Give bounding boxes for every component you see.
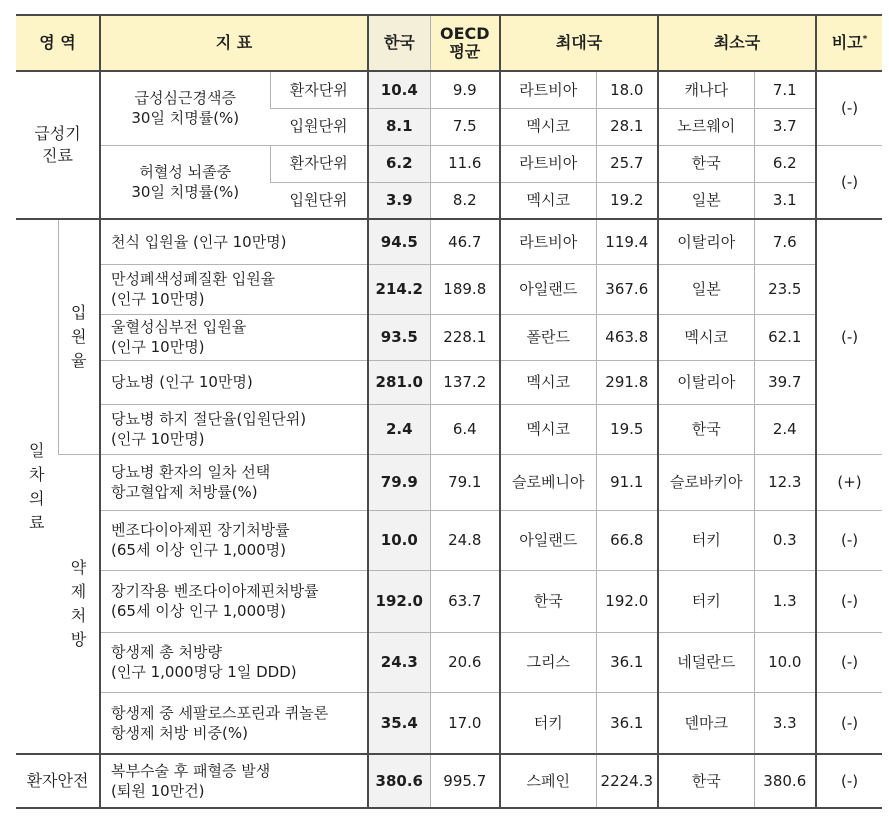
min-country-name: 일본 (658, 264, 754, 314)
max-country-value: 291.8 (596, 360, 658, 404)
indicator-table-wrapper (16, 14, 882, 809)
table-row (16, 314, 882, 360)
table-row (16, 71, 882, 108)
min-country-value: 0.3 (754, 510, 816, 570)
section-acute-line1: 급성기 (34, 124, 81, 144)
indicator-name (100, 570, 368, 632)
indicator-line1: 항생제 중 세팔로스포린과 퀴놀론 (111, 703, 329, 722)
min-country-name: 터키 (658, 510, 754, 570)
min-country-name: 덴마크 (658, 692, 754, 754)
min-country-name: 한국 (658, 754, 754, 808)
oecd-value: 6.4 (430, 404, 500, 454)
max-country-value: 91.1 (596, 454, 658, 510)
max-country-value: 25.7 (596, 145, 658, 182)
max-country-value: 119.4 (596, 219, 658, 264)
max-country-name: 슬로베니아 (500, 454, 596, 510)
indicator-name (100, 754, 368, 808)
note-value: (-) (816, 570, 882, 632)
max-country-value: 192.0 (596, 570, 658, 632)
subsection-admission-char: 원 (71, 326, 87, 346)
min-country-name: 일본 (658, 182, 754, 219)
indicator-name (100, 632, 368, 692)
oecd-value: 995.7 (430, 754, 500, 808)
section-primary-char: 료 (29, 512, 45, 532)
header-area: 영 역 (16, 15, 100, 71)
unit-label: 환자단위 (270, 145, 368, 182)
min-country-name: 한국 (658, 145, 754, 182)
header-oecd-line2: 평균 (449, 42, 481, 61)
table-row (16, 454, 882, 510)
indicator-line1: 당뇨병 환자의 일차 선택 (111, 462, 271, 481)
unit-label: 입원단위 (270, 182, 368, 219)
indicator-line1: 당뇨병 하지 절단율(입원단위) (111, 409, 307, 428)
max-country-name: 그리스 (500, 632, 596, 692)
note-value: (-) (816, 632, 882, 692)
indicator-line1: 천식 입원율 (인구 10만명) (111, 232, 287, 251)
note-value: (+) (816, 454, 882, 510)
max-country-name: 폴란드 (500, 314, 596, 360)
header-note: 비고* (816, 15, 882, 71)
header-row (16, 15, 882, 71)
indicator-line1: 벤조다이아제핀 장기처방률 (111, 520, 290, 539)
max-country-value: 36.1 (596, 632, 658, 692)
note-value: (-) (816, 71, 882, 145)
indicator-line2: 항생제 처방 비중(%) (111, 723, 248, 742)
max-country-name: 한국 (500, 570, 596, 632)
section-acute-care (16, 71, 100, 219)
oecd-value: 228.1 (430, 314, 500, 360)
korea-value: 6.2 (368, 145, 430, 182)
table-row (16, 570, 882, 632)
min-country-value: 62.1 (754, 314, 816, 360)
subsection-prescription (58, 454, 100, 754)
korea-value: 10.4 (368, 71, 430, 108)
max-country-name: 멕시코 (500, 404, 596, 454)
indicator-line2: 30일 치명률(%) (131, 109, 240, 128)
section-primary-char: 의 (29, 488, 45, 508)
indicator-name (100, 314, 368, 360)
subsection-prescription-char: 처 (70, 605, 87, 625)
korea-value: 192.0 (368, 570, 430, 632)
oecd-value: 189.8 (430, 264, 500, 314)
indicator-name (100, 219, 368, 264)
korea-value: 35.4 (368, 692, 430, 754)
subsection-prescription-char: 방 (70, 629, 87, 649)
section-patient-safety: 환자안전 (16, 754, 100, 808)
max-country-value: 18.0 (596, 71, 658, 108)
indicator-name (100, 360, 368, 404)
indicator-line1: 만성폐색성폐질환 입원율 (111, 269, 276, 288)
min-country-name: 슬로바키아 (658, 454, 754, 510)
table-row (16, 692, 882, 754)
header-note-text: 비고 (831, 33, 863, 53)
max-country-value: 19.2 (596, 182, 658, 219)
min-country-value: 6.2 (754, 145, 816, 182)
header-max-country: 최대국 (500, 15, 658, 71)
max-country-value: 36.1 (596, 692, 658, 754)
min-country-value: 39.7 (754, 360, 816, 404)
oecd-value: 63.7 (430, 570, 500, 632)
max-country-value: 463.8 (596, 314, 658, 360)
min-country-value: 10.0 (754, 632, 816, 692)
oecd-value: 137.2 (430, 360, 500, 404)
note-value: (-) (816, 219, 882, 454)
table-row (16, 219, 882, 264)
indicator-name (100, 404, 368, 454)
indicator-line1: 급성심근경색증 (134, 89, 236, 107)
max-country-name: 멕시코 (500, 108, 596, 145)
korea-value: 3.9 (368, 182, 430, 219)
indicator-line1: 당뇨병 (인구 10만명) (111, 372, 253, 391)
min-country-name: 이탈리아 (658, 219, 754, 264)
table-row (16, 264, 882, 314)
subsection-prescription-char: 약 (70, 557, 87, 577)
min-country-name: 멕시코 (658, 314, 754, 360)
health-indicator-table (16, 14, 882, 809)
oecd-value: 17.0 (430, 692, 500, 754)
indicator-name (100, 454, 368, 510)
oecd-value: 8.2 (430, 182, 500, 219)
max-country-name: 아일랜드 (500, 264, 596, 314)
min-country-value: 3.1 (754, 182, 816, 219)
max-country-value: 66.8 (596, 510, 658, 570)
korea-value: 8.1 (368, 108, 430, 145)
min-country-value: 380.6 (754, 754, 816, 808)
indicator-line1: 복부수술 후 패혈증 발생 (111, 761, 271, 780)
section-primary-char: 일 (29, 440, 45, 460)
unit-label: 입원단위 (270, 108, 368, 145)
indicator-line1: 항생제 총 처방량 (111, 642, 222, 661)
indicator-name (100, 510, 368, 570)
max-country-name: 스페인 (500, 754, 596, 808)
indicator-line2: (인구 10만명) (111, 290, 205, 308)
oecd-value: 46.7 (430, 219, 500, 264)
indicator-line2: (65세 이상 인구 1,000명) (111, 541, 286, 559)
oecd-value: 7.5 (430, 108, 500, 145)
min-country-name: 네덜란드 (658, 632, 754, 692)
min-country-name: 이탈리아 (658, 360, 754, 404)
header-korea: 한국 (368, 15, 430, 71)
note-value: (-) (816, 692, 882, 754)
oecd-value: 11.6 (430, 145, 500, 182)
table-row (16, 632, 882, 692)
table-row (16, 360, 882, 404)
note-value: (-) (816, 754, 882, 808)
min-country-value: 1.3 (754, 570, 816, 632)
indicator-line1: 허혈성 뇌졸중 (139, 162, 232, 181)
table-row (16, 404, 882, 454)
indicator-line2: 30일 치명률(%) (131, 182, 240, 201)
max-country-name: 라트비아 (500, 219, 596, 264)
max-country-value: 28.1 (596, 108, 658, 145)
indicator-name (100, 692, 368, 754)
min-country-value: 12.3 (754, 454, 816, 510)
max-country-name: 멕시코 (500, 182, 596, 219)
table-row (16, 510, 882, 570)
max-country-name: 멕시코 (500, 360, 596, 404)
min-country-value: 3.3 (754, 692, 816, 754)
indicator-line2: (인구 10만명) (111, 430, 205, 448)
min-country-value: 7.6 (754, 219, 816, 264)
note-value: (-) (816, 145, 882, 219)
korea-value: 93.5 (368, 314, 430, 360)
note-value: (-) (816, 510, 882, 570)
table-row (16, 754, 882, 808)
indicator-name (100, 71, 270, 145)
indicator-line2: 항고혈압제 처방률(%) (111, 483, 258, 501)
oecd-value: 79.1 (430, 454, 500, 510)
min-country-name: 노르웨이 (658, 108, 754, 145)
oecd-value: 9.9 (430, 71, 500, 108)
korea-value: 24.3 (368, 632, 430, 692)
indicator-name (100, 145, 270, 219)
korea-value: 214.2 (368, 264, 430, 314)
subsection-admission-rate (58, 219, 100, 454)
indicator-line1: 장기작용 벤조다이아제핀처방률 (111, 581, 319, 600)
indicator-name (100, 264, 368, 314)
max-country-value: 367.6 (596, 264, 658, 314)
korea-value: 10.0 (368, 510, 430, 570)
max-country-value: 19.5 (596, 404, 658, 454)
max-country-name: 라트비아 (500, 71, 596, 108)
oecd-value: 24.8 (430, 510, 500, 570)
korea-value: 2.4 (368, 404, 430, 454)
min-country-name: 터키 (658, 570, 754, 632)
indicator-line2: (인구 10만명) (111, 338, 205, 356)
subsection-prescription-char: 제 (70, 581, 87, 601)
header-oecd-line1: OECD (440, 23, 490, 43)
max-country-name: 터키 (500, 692, 596, 754)
min-country-value: 2.4 (754, 404, 816, 454)
indicator-line2: (65세 이상 인구 1,000명) (111, 602, 286, 620)
section-acute-line2: 진료 (42, 146, 73, 165)
korea-value: 281.0 (368, 360, 430, 404)
table-row (16, 145, 882, 182)
subsection-admission-char: 율 (71, 350, 87, 370)
header-oecd (430, 15, 500, 71)
unit-label: 환자단위 (270, 71, 368, 108)
indicator-line1: 울혈성심부전 입원율 (111, 317, 247, 336)
indicator-line2: (인구 1,000명당 1일 DDD) (111, 663, 297, 681)
min-country-name: 캐나다 (658, 71, 754, 108)
korea-value: 380.6 (368, 754, 430, 808)
max-country-name: 라트비아 (500, 145, 596, 182)
min-country-value: 7.1 (754, 71, 816, 108)
max-country-name: 아일랜드 (500, 510, 596, 570)
min-country-value: 3.7 (754, 108, 816, 145)
min-country-value: 23.5 (754, 264, 816, 314)
korea-value: 94.5 (368, 219, 430, 264)
header-indicator: 지 표 (100, 15, 368, 71)
section-primary-care (16, 219, 58, 754)
section-primary-char: 차 (29, 464, 45, 484)
oecd-value: 20.6 (430, 632, 500, 692)
header-min-country: 최소국 (658, 15, 816, 71)
min-country-name: 한국 (658, 404, 754, 454)
max-country-value: 2224.3 (596, 754, 658, 808)
indicator-line2: (퇴원 10만건) (111, 782, 205, 800)
subsection-admission-char: 입 (71, 302, 87, 322)
korea-value: 79.9 (368, 454, 430, 510)
